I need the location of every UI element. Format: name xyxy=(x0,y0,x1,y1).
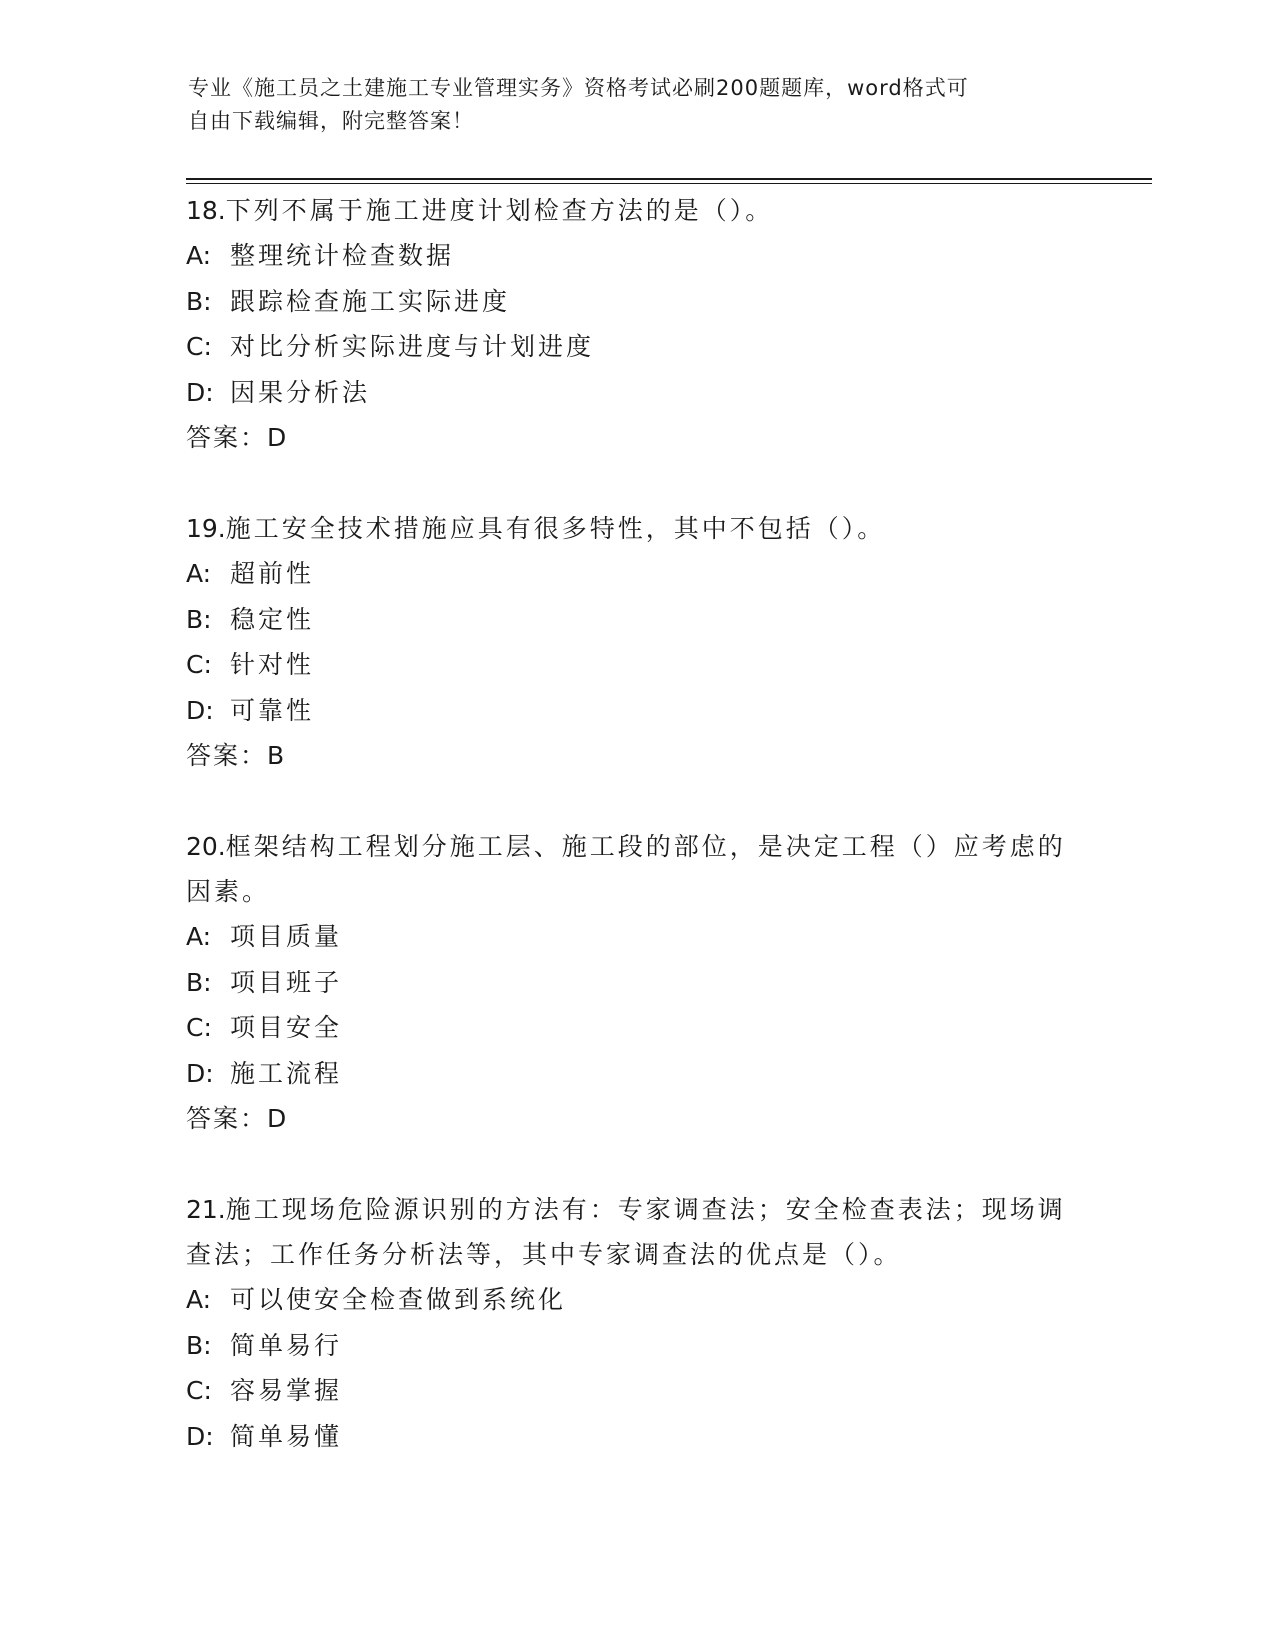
question-list xyxy=(186,188,1086,1505)
question-number: 21. xyxy=(186,1195,226,1224)
question-number: 20. xyxy=(186,832,226,861)
question-stem xyxy=(186,824,1086,914)
option-d xyxy=(186,688,1086,734)
question-number: 19. xyxy=(186,514,226,543)
option-b xyxy=(186,1323,1086,1369)
option-text: 容易掌握 xyxy=(230,1376,343,1405)
option-c xyxy=(186,1005,1086,1051)
option-a xyxy=(186,914,1086,960)
question-number: 18. xyxy=(186,196,226,225)
header-divider-thick xyxy=(186,178,1152,180)
option-letter: D: xyxy=(186,1058,214,1088)
option-d xyxy=(186,1051,1086,1097)
answer-line: 答案：D xyxy=(186,423,289,452)
option-text: 稳定性 xyxy=(230,604,315,634)
option-text: 项目班子 xyxy=(230,967,343,997)
document-header xyxy=(188,72,1068,138)
header-line-1: 专业《施工员之土建施工专业管理实务》资格考试必刷200题题库，word格式可 xyxy=(188,76,969,100)
option-letter: D: xyxy=(186,377,214,407)
option-a xyxy=(186,551,1086,597)
option-letter: A: xyxy=(186,241,212,270)
option-b xyxy=(186,279,1086,325)
answer-line: 答案：B xyxy=(186,741,287,770)
question-21 xyxy=(186,1187,1086,1459)
question-text: 框架结构工程划分施工层、施工段的部位，是决定工程（）应考虑的因素。 xyxy=(186,832,1066,906)
option-letter: A: xyxy=(186,559,212,588)
option-letter: C: xyxy=(186,332,212,361)
header-divider-thin xyxy=(186,183,1152,184)
option-text: 简单易行 xyxy=(230,1330,343,1360)
option-text: 可以使安全检查做到系统化 xyxy=(230,1285,567,1314)
option-text: 针对性 xyxy=(230,650,315,679)
option-b xyxy=(186,597,1086,643)
question-stem xyxy=(186,506,1086,551)
answer-line: 答案：D xyxy=(186,1104,289,1133)
option-text: 简单易懂 xyxy=(230,1421,343,1451)
option-text: 项目安全 xyxy=(230,1013,343,1042)
option-text: 因果分析法 xyxy=(230,377,371,407)
question-text: 施工现场危险源识别的方法有：专家调查法；安全检查表法；现场调查法；工作任务分析法等，其中专家调查法的优点是（）。 xyxy=(186,1195,1066,1269)
option-text: 施工流程 xyxy=(230,1058,343,1088)
option-letter: C: xyxy=(186,1376,212,1405)
option-letter: B: xyxy=(186,967,212,997)
option-letter: D: xyxy=(186,695,214,725)
option-text: 整理统计检查数据 xyxy=(230,241,455,270)
option-letter: A: xyxy=(186,1285,212,1314)
option-text: 项目质量 xyxy=(230,922,343,951)
option-letter: B: xyxy=(186,286,212,316)
question-stem xyxy=(186,1187,1086,1277)
question-20 xyxy=(186,824,1086,1141)
question-18 xyxy=(186,188,1086,460)
option-letter: A: xyxy=(186,922,212,951)
option-letter: B: xyxy=(186,604,212,634)
option-d xyxy=(186,370,1086,416)
option-text: 跟踪检查施工实际进度 xyxy=(230,286,511,316)
question-stem xyxy=(186,188,1086,233)
question-19 xyxy=(186,506,1086,778)
header-line-2: 自由下载编辑，附完整答案！ xyxy=(188,109,474,133)
option-letter: C: xyxy=(186,1013,212,1042)
option-a xyxy=(186,1277,1086,1323)
option-letter: C: xyxy=(186,650,212,679)
question-text: 施工安全技术措施应具有很多特性，其中不包括（）。 xyxy=(225,514,886,543)
option-d xyxy=(186,1414,1086,1460)
option-c xyxy=(186,642,1086,688)
option-text: 超前性 xyxy=(230,559,315,588)
question-text: 下列不属于施工进度计划检查方法的是（）。 xyxy=(225,196,774,225)
option-letter: B: xyxy=(186,1330,212,1360)
option-b xyxy=(186,960,1086,1006)
option-text: 可靠性 xyxy=(230,695,315,725)
option-c xyxy=(186,324,1086,370)
option-c xyxy=(186,1368,1086,1414)
option-a xyxy=(186,233,1086,279)
option-letter: D: xyxy=(186,1421,214,1451)
option-text: 对比分析实际进度与计划进度 xyxy=(230,332,595,361)
